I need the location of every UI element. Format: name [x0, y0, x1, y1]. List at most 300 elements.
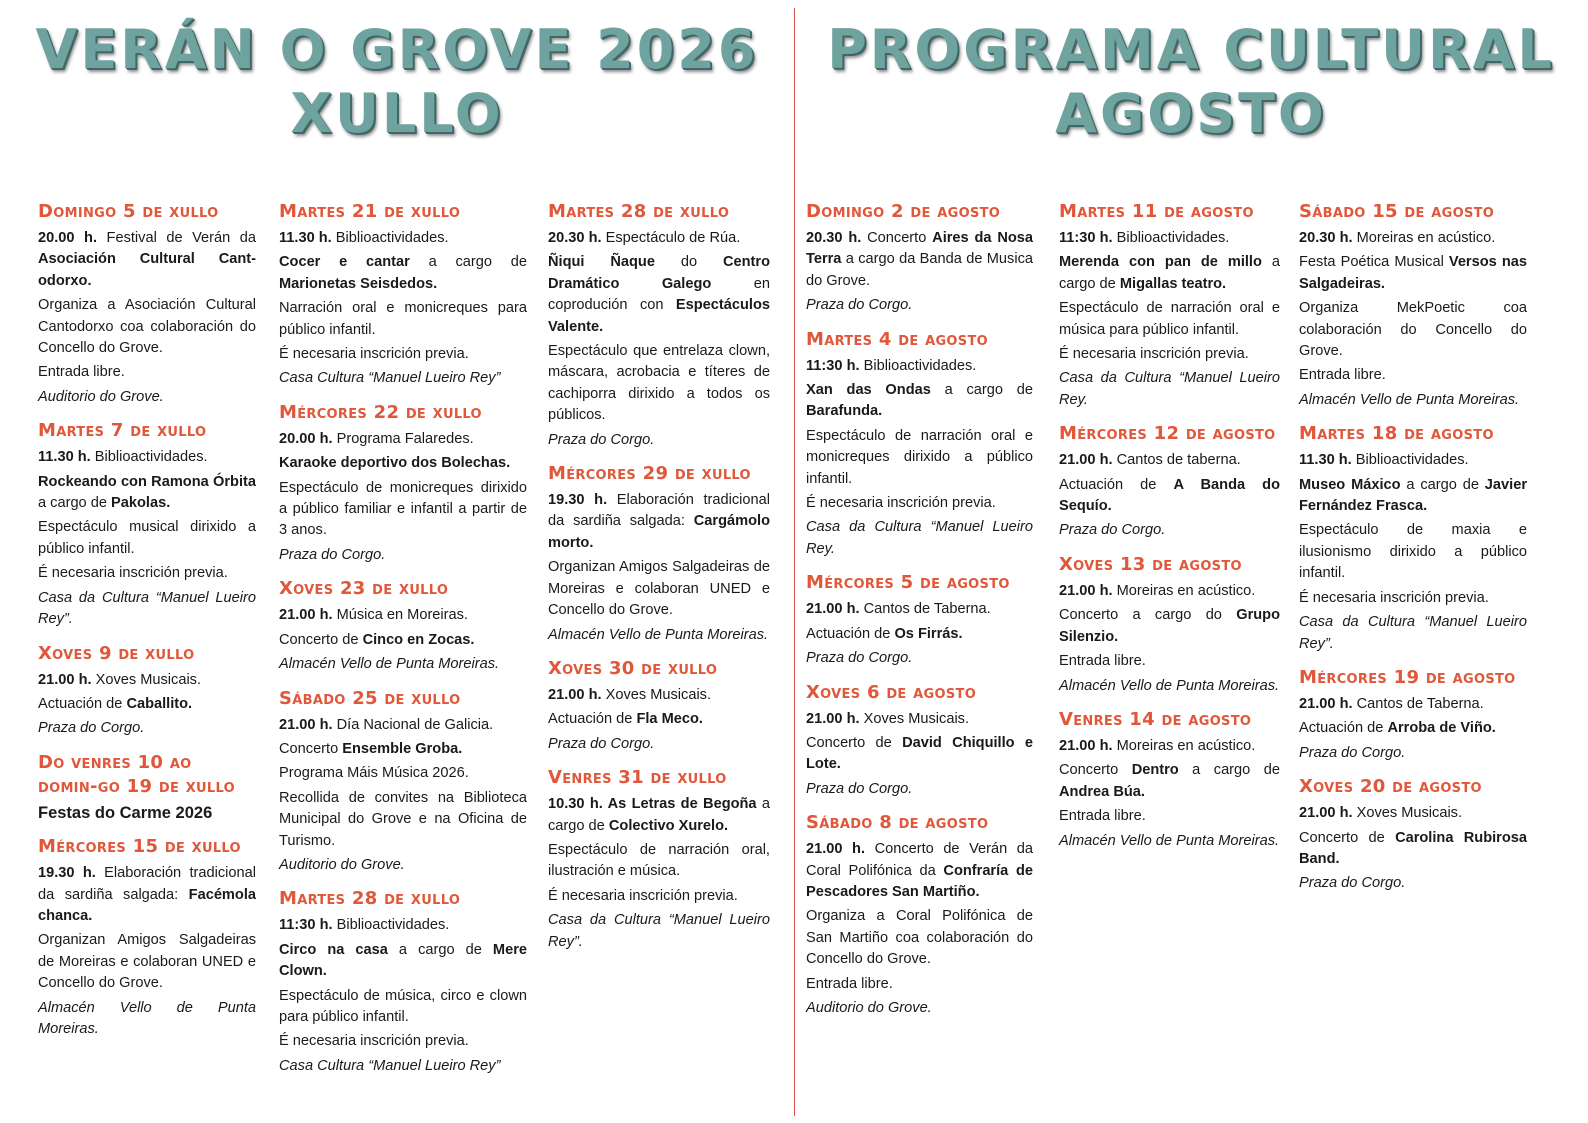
- event-date-heading: Domingo 5 de xullo: [38, 201, 219, 222]
- bold-text: Carolina Rubirosa Band.: [1299, 829, 1528, 867]
- text: É necesaria inscrición previa.: [1059, 346, 1249, 363]
- bold-text: Caballito.: [126, 695, 193, 712]
- event-detail: [548, 228, 770, 249]
- bold-text: Confraría de Pescadores San Martiño.: [806, 862, 1033, 900]
- event-detail: [279, 478, 527, 542]
- event-detail: [279, 915, 527, 936]
- program-column-5: [1059, 200, 1280, 863]
- event-entry: [806, 328, 1033, 561]
- text: Entrada libre.: [1059, 808, 1146, 825]
- text: Almacén Vello de Punta Moreiras.: [279, 656, 500, 673]
- text: Espectáculo que entrelaza clown, máscara, acrobacia e títeres de cachiporra dirixido a todos os públicos.: [548, 343, 770, 424]
- text: Concerto de: [279, 631, 363, 648]
- bold-text: Karaoke deportivo dos Bolechas.: [279, 455, 511, 472]
- bold-text: Grupo Silenzio.: [1059, 607, 1280, 645]
- event-entry: [548, 657, 770, 755]
- text: Praza do Corgo.: [1299, 875, 1406, 892]
- text: Espectáculo musical dirixido a público infantil.: [38, 519, 256, 557]
- event-detail: [1059, 344, 1280, 365]
- event-date-heading: Mércores 19 de agosto: [1299, 666, 1516, 688]
- event-venue: [279, 368, 527, 389]
- text: Recollida de convites na Biblioteca Municipal do Grove e na Oficina de Turismo.: [279, 789, 527, 849]
- event-detail: [279, 429, 527, 450]
- text: Concerto: [279, 740, 343, 757]
- text: Biblioactividades.: [331, 230, 449, 246]
- event-detail: [806, 733, 1033, 776]
- bold-text: 21.00 h.: [806, 841, 866, 858]
- text: Espectáculo de música, circo e clown para público infantil.: [279, 987, 527, 1025]
- event-detail: [1299, 365, 1527, 386]
- event-detail: [1299, 252, 1527, 295]
- text: Espectáculo de narración oral, ilustración e música.: [548, 841, 770, 880]
- text: Casa da Cultura “Manuel Lueiro Rey.: [1059, 370, 1280, 408]
- event-date-heading: Mércores 12 de agosto: [1059, 423, 1276, 445]
- text: Organizan Amigos Salgadeiras de Moreiras e colaboran UNED e Concello do Grove.: [38, 932, 256, 992]
- event-detail: [38, 670, 256, 691]
- bold-text: Centro Dramático Galego: [548, 254, 770, 292]
- text: Praza do Corgo.: [548, 431, 655, 448]
- event-detail: [1299, 520, 1527, 584]
- event-venue: [279, 1056, 527, 1077]
- event-venue: [1299, 390, 1527, 411]
- event-entry: [806, 811, 1033, 1019]
- text: Concerto de Verán da Coral Polifónica da: [806, 841, 1033, 879]
- event-detail: [806, 228, 1033, 292]
- bold-text: Museo Máxico: [1299, 476, 1401, 493]
- bold-text: 11.30 h.: [1299, 452, 1352, 469]
- bold-text: Javier Fernández Frasca.: [1299, 476, 1527, 515]
- text: Almacén Vello de Punta Moreiras.: [548, 626, 769, 643]
- text: Organiza a Asociación Cultural Cantodorxo coa colaboración do Concello do Grove.: [38, 297, 256, 357]
- event-entry: [548, 766, 770, 953]
- event-detail: [38, 563, 256, 584]
- event-detail: [279, 605, 527, 626]
- event-date-heading: Martes 21 de xullo: [279, 201, 461, 222]
- bold-text: 21.00 h.: [1059, 452, 1113, 469]
- title-august: [794, 18, 1588, 146]
- event-entry: [279, 401, 527, 566]
- text: Xoves Musicais.: [91, 671, 202, 688]
- text: a cargo de: [387, 941, 493, 958]
- event-detail: [548, 341, 770, 427]
- text: Biblioactividades.: [1351, 452, 1469, 469]
- event-detail: [1059, 581, 1280, 602]
- text: Biblioactividades.: [1112, 230, 1230, 246]
- event-entry: [279, 687, 527, 877]
- text: Xoves Musicais.: [1352, 805, 1463, 822]
- event-detail: [548, 709, 770, 730]
- title-august-line-1: PROGRAMA CULTURAL: [827, 18, 1555, 81]
- event-venue: [1059, 831, 1280, 852]
- event-entry: [1299, 200, 1527, 411]
- event-entry: [1299, 775, 1527, 895]
- event-date-heading: Sábado 15 de agosto: [1299, 201, 1495, 222]
- title-july-line-2: XULLO: [290, 82, 504, 145]
- bold-text: Ensemble Groba.: [342, 740, 463, 757]
- bold-text: Mere Clown.: [279, 941, 527, 980]
- text: Casa da Cultura “Manuel Lueiro Rey”.: [1299, 614, 1527, 652]
- text: Concerto a cargo do: [1059, 607, 1237, 624]
- bold-text: Dentro: [1131, 762, 1179, 779]
- bold-text: A Banda do Sequío.: [1059, 476, 1280, 515]
- title-august-line-2: AGOSTO: [1055, 82, 1327, 145]
- bold-text: 20.00 h.: [279, 430, 333, 447]
- bold-text: 21.00 h.: [806, 710, 860, 727]
- bold-text: 10.30 h. As Letras de Begoña: [548, 796, 757, 813]
- event-detail: [806, 599, 1033, 620]
- event-detail: [548, 490, 770, 554]
- event-detail: [38, 863, 256, 927]
- bold-text: Facémola chanca.: [38, 886, 256, 924]
- event-date-heading: Xoves 30 de xullo: [548, 657, 718, 679]
- event-entry: [806, 681, 1033, 801]
- text: Casa da Cultura “Manuel Lueiro Rey”.: [548, 912, 770, 950]
- text: Moreiras en acústico.: [1352, 230, 1496, 246]
- bold-text: Cinco en Zocas.: [362, 631, 475, 648]
- event-detail: [1059, 252, 1280, 295]
- bold-text: 21.00 h.: [548, 686, 602, 703]
- text: Praza do Corgo.: [806, 297, 913, 314]
- text: Narración oral e monicreques para público infantil.: [279, 300, 527, 338]
- event-detail: [1059, 450, 1280, 471]
- text: Actuación de: [38, 695, 127, 712]
- event-detail: [1299, 588, 1527, 609]
- event-detail: [806, 839, 1033, 903]
- bold-text: Circo na casa: [279, 941, 388, 958]
- event-venue: [1299, 612, 1527, 655]
- event-detail: [1059, 651, 1280, 672]
- event-detail: [38, 447, 256, 468]
- text: Moreiras en acústico.: [1112, 582, 1256, 599]
- event-detail: [38, 803, 256, 824]
- text: Auditorio do Grove.: [806, 999, 932, 1016]
- text: a cargo de: [1400, 476, 1485, 493]
- text: Espectáculo de narración oral e monicreques dirixido a público infantil.: [806, 427, 1033, 487]
- event-venue: [1299, 873, 1527, 894]
- event-detail: [1059, 736, 1280, 757]
- event-detail: [279, 252, 527, 295]
- event-venue: [1059, 520, 1280, 541]
- text: Programa Máis Música 2026.: [279, 765, 469, 782]
- text: Día Nacional de Galicia.: [332, 716, 494, 733]
- bold-text: Aires da Nosa Terra: [806, 230, 1034, 268]
- event-venue: [548, 734, 770, 755]
- event-entry: [1059, 200, 1280, 411]
- event-date-heading: Mércores 29 de xullo: [548, 463, 751, 485]
- event-date-heading: Xoves 13 de agosto: [1059, 553, 1242, 575]
- event-venue: [806, 295, 1033, 316]
- event-entry: [38, 835, 256, 1040]
- event-detail: [38, 517, 256, 560]
- text: É necesaria inscrición previa.: [279, 1033, 469, 1050]
- event-date-heading: Domingo 2 de agosto: [806, 201, 1001, 222]
- bold-text: 11:30 h.: [806, 357, 860, 374]
- event-venue: [806, 648, 1033, 669]
- text: Praza do Corgo.: [806, 650, 913, 667]
- text: Casa Cultura “Manuel Lueiro Rey”: [279, 370, 501, 387]
- event-detail: [1299, 298, 1527, 362]
- event-detail: [806, 356, 1033, 377]
- text: Actuación de: [1299, 720, 1388, 737]
- text: Praza do Corgo.: [38, 720, 145, 737]
- bold-text: David Chiquillo e Lote.: [806, 734, 1033, 773]
- event-entry: [279, 887, 527, 1077]
- bold-text: Rockeando con Ramona Órbita: [38, 473, 256, 490]
- event-detail: [279, 344, 527, 365]
- event-date-heading: Martes 18 de agosto: [1299, 423, 1494, 445]
- bold-text: Os Firrás.: [894, 625, 963, 642]
- bold-text: Ñiqui Ñaque: [548, 254, 655, 271]
- event-detail: [1299, 475, 1527, 518]
- bold-text: 21.00 h.: [279, 716, 333, 733]
- bold-text: 21.00 h.: [1299, 695, 1353, 712]
- event-date-heading: Martes 28 de xullo: [279, 888, 461, 910]
- event-date-heading: Mércores 22 de xullo: [279, 401, 482, 423]
- bold-text: 20.30 h.: [806, 230, 862, 246]
- text: Entrada libre.: [806, 975, 893, 992]
- text: É necesaria inscrición previa.: [279, 346, 469, 363]
- event-date-heading: Martes 28 de xullo: [548, 201, 730, 222]
- event-date-heading: Sábado 25 de xullo: [279, 687, 461, 709]
- event-entry: [38, 642, 256, 740]
- bold-text: Migallas teatro.: [1119, 275, 1227, 292]
- text: Organiza a Coral Polifónica de San Martiño coa colaboración do Concello do Grove.: [806, 908, 1033, 968]
- event-date-heading: Xoves 23 de xullo: [279, 578, 449, 600]
- bold-text: Cocer e cantar: [279, 254, 410, 271]
- event-venue: [279, 855, 527, 876]
- text: Entrada libre.: [38, 364, 125, 381]
- event-venue: [38, 588, 256, 631]
- text: Concerto: [861, 230, 933, 246]
- text: Casa da Cultura “Manuel Lueiro Rey.: [806, 519, 1033, 557]
- bold-text: Arroba de Viño.: [1387, 720, 1496, 737]
- bold-text: Asociación Cultural Cant-odorxo.: [38, 251, 256, 289]
- event-venue: [38, 387, 256, 408]
- bold-text: Merenda con pan de millo: [1059, 254, 1262, 271]
- event-detail: [279, 298, 527, 341]
- text: Xoves Musicais.: [601, 686, 712, 703]
- text: Cantos de Taberna.: [1352, 695, 1484, 712]
- bold-text: 21.00 h.: [1059, 737, 1113, 754]
- event-venue: [548, 910, 770, 953]
- event-detail: [1059, 298, 1280, 341]
- program-column-1: [38, 200, 256, 1051]
- event-detail: [279, 986, 527, 1029]
- event-detail: [548, 840, 770, 883]
- bold-text: Cargámolo morto.: [548, 513, 770, 551]
- text: Programa Falaredes.: [332, 430, 474, 447]
- event-date-heading: Xoves 20 de agosto: [1299, 776, 1482, 798]
- event-detail: [806, 709, 1033, 730]
- text: Casa da Cultura “Manuel Lueiro Rey”.: [38, 589, 256, 628]
- bold-text: Barafunda.: [806, 403, 883, 420]
- text: Espectáculo de maxia e ilusionismo dirixido a público infantil.: [1299, 522, 1527, 582]
- event-venue: [1059, 368, 1280, 411]
- bold-text: Pakolas.: [111, 495, 171, 512]
- event-entry: [1059, 422, 1280, 542]
- program-column-3: [548, 200, 770, 964]
- event-entry: [38, 200, 256, 408]
- event-detail: [548, 794, 770, 837]
- text: É necesaria inscrición previa.: [1299, 589, 1489, 606]
- event-venue: [806, 998, 1033, 1019]
- event-detail: [1299, 718, 1527, 739]
- text: Almacén Vello de Punta Moreiras.: [38, 999, 256, 1037]
- text: Elaboración tradicional da sardiña salgada:: [38, 865, 256, 903]
- text: Cantos de Taberna.: [859, 601, 991, 618]
- event-detail: [1059, 475, 1280, 518]
- bold-text: 11.30 h.: [38, 449, 91, 466]
- text: Organizan Amigos Salgadeiras de Moreiras e colaboran UNED e Concello do Grove.: [548, 559, 770, 619]
- bold-text: 21.00 h.: [806, 601, 860, 618]
- text: Elaboración tradicional da sardiña salgada:: [548, 492, 771, 530]
- event-detail: [279, 940, 527, 983]
- text: do: [654, 254, 723, 271]
- event-entry: [1299, 422, 1527, 655]
- text: É necesaria inscrición previa.: [548, 887, 738, 904]
- text: Praza do Corgo.: [806, 780, 913, 797]
- event-detail: [1299, 803, 1527, 824]
- event-detail: [38, 930, 256, 994]
- event-detail: [1059, 228, 1280, 249]
- event-date-heading: Mércores 15 de xullo: [38, 836, 241, 858]
- text: Organiza MekPoetic coa colaboración do Concello do Grove.: [1299, 300, 1527, 360]
- event-detail: [1059, 760, 1280, 803]
- text: Praza do Corgo.: [548, 735, 655, 752]
- event-detail: [548, 886, 770, 907]
- event-date-heading: Venres 14 de agosto: [1059, 708, 1252, 730]
- event-detail: [806, 974, 1033, 995]
- bold-text: 20.00 h.: [38, 230, 98, 246]
- event-entry: [38, 751, 256, 824]
- event-date-heading: Martes 7 de xullo: [38, 420, 207, 442]
- text: Praza do Corgo.: [1059, 522, 1166, 539]
- text: É necesaria inscrición previa.: [38, 565, 228, 582]
- text: Praza do Corgo.: [279, 546, 386, 563]
- program-column-4: [806, 200, 1033, 1030]
- program-column-6: [1299, 200, 1527, 906]
- event-venue: [1299, 743, 1527, 764]
- event-detail: [279, 1031, 527, 1052]
- event-entry: [548, 200, 770, 451]
- event-detail: [38, 228, 256, 292]
- text: a cargo de: [1059, 254, 1280, 292]
- event-detail: [806, 493, 1033, 514]
- bold-text: Colectivo Xurelo.: [608, 817, 729, 834]
- event-date-heading: Mércores 5 de agosto: [806, 572, 1010, 594]
- bold-text: 21.00 h.: [279, 607, 333, 624]
- center-divider: [794, 8, 795, 1116]
- event-venue: [806, 517, 1033, 560]
- text: Espectáculo de monicreques dirixido a público familiar e infantil a partir de 3 anos.: [279, 479, 527, 539]
- event-detail: [279, 763, 527, 784]
- text: Concerto de: [806, 734, 903, 751]
- text: Moreiras en acústico.: [1112, 737, 1256, 754]
- text: Música en Moreiras.: [332, 607, 468, 624]
- event-detail: [806, 906, 1033, 970]
- event-detail: [1299, 228, 1527, 249]
- event-detail: [38, 362, 256, 383]
- event-detail: [279, 228, 527, 249]
- text: É necesaria inscrición previa.: [806, 495, 996, 512]
- text: Xoves Musicais.: [859, 710, 970, 727]
- event-date-heading: Venres 31 de xullo: [548, 767, 727, 789]
- event-entry: [1059, 708, 1280, 852]
- bold-text: 20.30 h.: [548, 230, 602, 246]
- event-detail: [806, 380, 1033, 423]
- text: Concerto de: [1299, 829, 1396, 846]
- text: Praza do Corgo.: [1299, 744, 1406, 761]
- text: Auditorio do Grove.: [279, 856, 405, 873]
- text: Almacén Vello de Punta Moreiras.: [1059, 677, 1280, 694]
- event-date-heading: Martes 11 de agosto: [1059, 201, 1254, 222]
- event-detail: [1059, 806, 1280, 827]
- title-july-line-1: VERÁN O GROVE 2026: [35, 18, 759, 81]
- event-entry: [38, 419, 256, 630]
- event-entry: [279, 577, 527, 675]
- text: a cargo de: [930, 382, 1033, 399]
- event-entry: [279, 200, 527, 390]
- event-detail: [548, 685, 770, 706]
- text: Casa Cultura “Manuel Lueiro Rey”: [279, 1057, 501, 1074]
- text: Actuación de: [806, 625, 895, 642]
- bold-text: Festas do Carme 2026: [38, 803, 213, 822]
- program-column-2: [279, 200, 527, 1088]
- bold-text: 21.00 h.: [38, 671, 92, 688]
- event-venue: [1059, 676, 1280, 697]
- event-date-heading: Do venres 10 ao domin-go 19 de xullo: [38, 751, 235, 797]
- event-entry: [806, 200, 1033, 317]
- bold-text: Xan das Ondas: [806, 382, 931, 399]
- bold-text: 19.30 h.: [38, 865, 96, 882]
- event-detail: [548, 557, 770, 621]
- text: Cantos de taberna.: [1112, 452, 1241, 469]
- event-entry: [1059, 553, 1280, 697]
- event-detail: [806, 624, 1033, 645]
- text: Actuación de: [1059, 476, 1174, 493]
- text: Actuación de: [548, 711, 637, 728]
- event-detail: [279, 788, 527, 852]
- text: Espectáculo de Rúa.: [601, 230, 741, 246]
- event-date-heading: Sábado 8 de agosto: [806, 812, 989, 834]
- text: Auditorio do Grove.: [38, 388, 164, 405]
- text: Festa Poética Musical: [1299, 254, 1449, 271]
- event-detail: [548, 252, 770, 338]
- event-entry: [1299, 666, 1527, 764]
- event-detail: [38, 472, 256, 515]
- bold-text: 11:30 h.: [1059, 230, 1113, 246]
- text: Festival de Verán da: [97, 230, 256, 246]
- event-detail: [279, 453, 527, 474]
- bold-text: Marionetas Seisdedos.: [279, 275, 438, 292]
- text: a cargo de: [38, 495, 112, 512]
- text: Entrada libre.: [1299, 367, 1386, 384]
- bold-text: Andrea Búa.: [1059, 783, 1145, 800]
- event-venue: [548, 430, 770, 451]
- event-entry: [806, 571, 1033, 669]
- text: Biblioactividades.: [90, 449, 208, 466]
- title-july: [0, 18, 794, 146]
- event-detail: [806, 426, 1033, 490]
- bold-text: 11.30 h.: [279, 230, 332, 246]
- event-entry: [548, 462, 770, 646]
- text: a cargo de: [548, 796, 770, 834]
- event-venue: [38, 718, 256, 739]
- text: Biblioactividades.: [332, 917, 450, 934]
- event-venue: [279, 545, 527, 566]
- text: Concerto: [1059, 762, 1132, 779]
- event-date-heading: Xoves 9 de xullo: [38, 642, 195, 664]
